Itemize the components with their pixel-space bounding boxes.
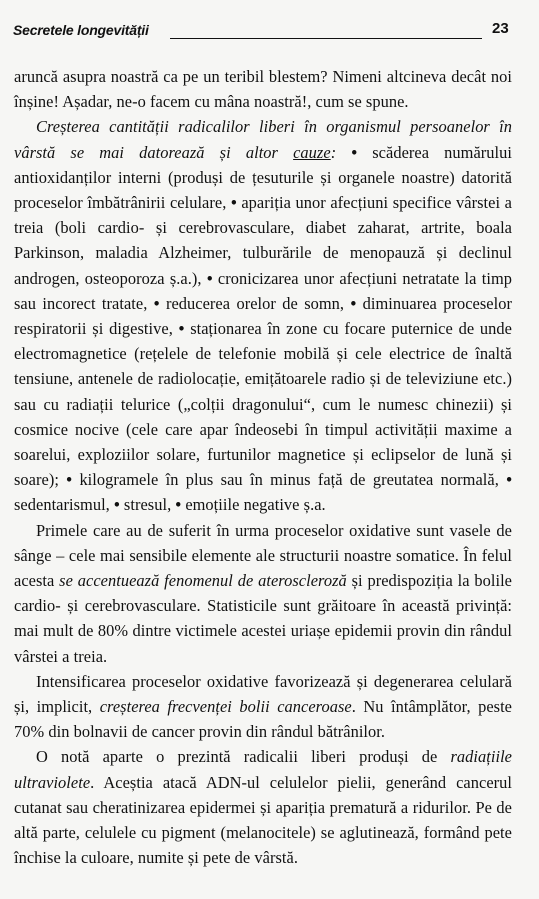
bullet-marker: • xyxy=(113,495,124,515)
text-run: staționarea în zone cu focare puternice de unde electromagnetice (rețelele de telefonie mobilă și cele electrice de înaltă tensiune, antenele de radiolocație, emițătoarele radio și de televiziune etc.) sau cu radiații telurice („colții dragonului“, cum le numesc chinezii) și cosmice nocive (cele care apar îndeosebi în timpul activității maxime a soarelui, exploziilor solare, furtunilor magnetice și eclipselor de lună și soare); xyxy=(14,319,512,490)
text-run: diminuarea proceselor respiratorii și digestive, xyxy=(14,293,512,339)
paragraph-ultraviolet xyxy=(14,744,512,870)
emphasis-text: cauze xyxy=(293,142,331,162)
text-run: . Nu întâmplător, peste 70% din bolnavii de cancer provin din rândul bătrânilor. xyxy=(14,697,513,742)
text-run: cronicizarea unor afecțiuni netratate la timp sau incorect tratate, xyxy=(14,268,513,313)
header-rule xyxy=(170,38,482,39)
text-run: reducerea orelor de somn, xyxy=(165,293,351,313)
paragraph-causes xyxy=(14,114,512,517)
text-run: Primele care au de suferit în urma proceselor oxidative sunt vasele de sânge – cele mai sensibile elemente ale structurii noastre somatice. În felul acesta xyxy=(14,520,512,591)
emphasis-text: creșterea frecvenței bolii canceroase xyxy=(99,697,352,717)
emphasis-text: se accentuează fenomenul de ateroscleroză xyxy=(59,571,347,591)
text-run: sedentarismul, xyxy=(14,495,114,515)
text-run: Intensificarea proceselor oxidative favorizează și degenerarea celulară și, implicit, xyxy=(14,671,512,717)
page-number: 23 xyxy=(492,20,509,37)
paragraph-continuation xyxy=(14,64,512,114)
bullet-marker: • xyxy=(351,142,373,162)
emphasis-text: radiațiile ultraviolete xyxy=(14,747,512,792)
paragraph-blood-vessels xyxy=(14,518,512,669)
text-run: O notă aparte o prezintă radicalii liberi produși de xyxy=(36,747,451,767)
text-run: kilogramele în plus sau în minus față de greutatea normală, xyxy=(79,470,507,490)
text-run: apariția unor afecțiuni specifice vârstei a treia (boli cardio- și cerebrovasculare, diabet zaharat, artrite, boala Parkinson, maladia Alzheimer, tulburările de menopauză și declinul androgen, osteoporoza ș.a.), xyxy=(14,193,512,288)
running-title: Secretele longevității xyxy=(13,22,149,38)
bullet-marker: • xyxy=(175,495,186,515)
text-run: . Aceștia atacă ADN-ul celulelor pielii, generând cancerul cutanat sau cheratinizarea epidermei și apariția prematură a ridurilor. Pe de altă parte, celulele cu pigment (melanocitele) se aglutinează, formând pete închise la culoare, numite și pete de vârstă. xyxy=(14,772,512,868)
text-run: stresul, xyxy=(123,495,176,515)
body-text xyxy=(14,64,512,871)
text-run: scăderea numărului antioxidanților interni (produși de țesuturile și organele noastre) datorită proceselor îmbătrânirii celulare, xyxy=(14,142,513,213)
text-run: emoțiile negative ș.a. xyxy=(185,495,326,515)
text-run: și predispoziția la bolile cardio- și cerebrovasculare. Statisticile sunt grăitoare în această privință: mai mult de 80% dintre victimele acestei uriașe epidemii provin din rândul vârstei a treia. xyxy=(14,571,513,666)
bullet-marker: • xyxy=(206,268,218,288)
paragraph-cellular-degeneration xyxy=(14,669,512,745)
emphasis-text: : xyxy=(330,142,352,162)
bullet-marker: • xyxy=(350,293,363,313)
bullet-marker: • xyxy=(230,193,242,213)
text-run: aruncă asupra noastră ca pe un teribil blestem? Nimeni altcineva decât noi înșine! Așadar, ne-o facem cu mâna noastră!, cum se spune. xyxy=(14,67,512,112)
emphasis-text: Creșterea cantității radicalilor liberi în organismul persoanelor în vârstă se mai datorează și altor xyxy=(14,117,512,162)
bullet-marker: • xyxy=(153,293,166,313)
bullet-marker: • xyxy=(506,470,513,490)
bullet-marker: • xyxy=(178,319,191,339)
bullet-marker: • xyxy=(66,470,80,490)
